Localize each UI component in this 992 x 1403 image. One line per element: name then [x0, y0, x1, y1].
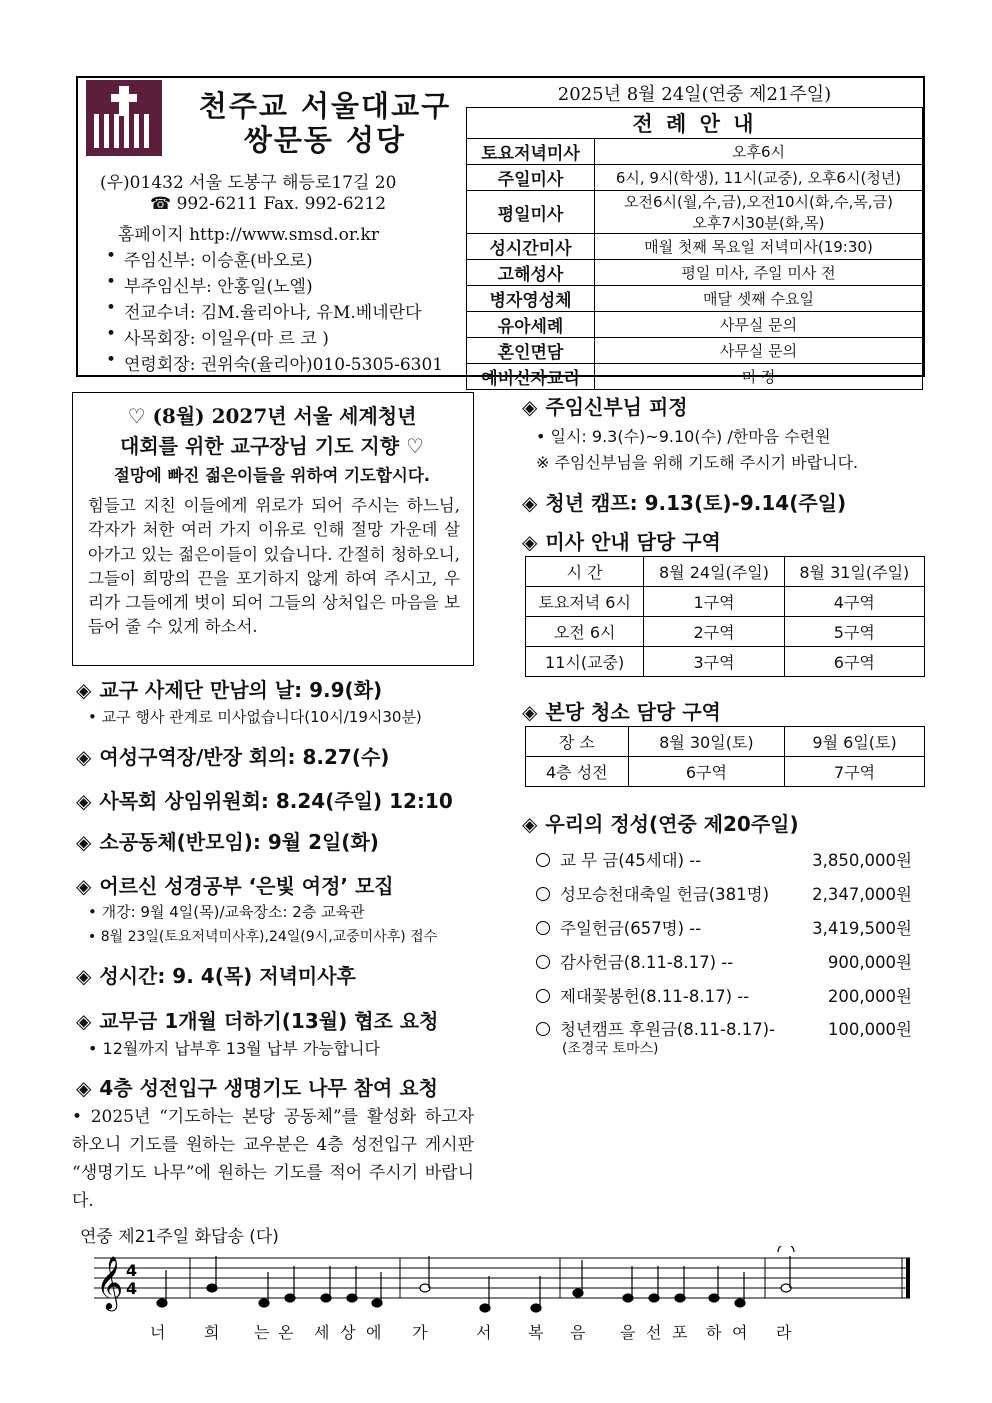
liturgy-value-line1: 오전6시(월,수,금),오전10시(화,수,목,금): [623, 193, 894, 211]
notice-line: • 개강: 9월 4일(목)/교육장소: 2층 교육관: [88, 903, 365, 921]
liturgy-key: 예비신자교리: [467, 364, 595, 390]
retreat-title: ◈ 주임신부님 피정: [522, 395, 688, 419]
prayer-title-2: 대회를 위한 교구장님 기도 지향 ♡: [120, 434, 424, 458]
church-name-line2: 쌍문동 성당: [243, 123, 407, 157]
lyric-syllable: 너: [150, 1323, 166, 1342]
notice-title: ◈ 교무금 1개월 더하기(13월) 협조 요청: [76, 1009, 439, 1033]
music-staff: [80, 1246, 920, 1316]
table-cell: 4구역: [784, 587, 924, 617]
offering-row: 감사헌금(8.11-8.17) -- 900,000원: [536, 949, 912, 973]
offering-row: 청년캠프 후원금(8.11-8.17)- 100,000원: [536, 1016, 912, 1040]
lyric-syllable: 는: [254, 1323, 270, 1342]
mass-guide-title: ◈ 미사 안내 담당 구역: [522, 530, 721, 554]
church-name-line1: 천주교 서울대교구: [198, 89, 452, 123]
offering-row: 성모승천대축일 헌금(381명) 2,347,000원: [536, 881, 912, 905]
liturgy-key: 성시간미사: [467, 234, 595, 260]
lyric-syllable: 선: [646, 1323, 662, 1342]
liturgy-key: 고해성사: [467, 260, 595, 286]
notice-line: • 8월 23일(토요저녁미사후),24일(9시,교중미사후) 접수: [88, 929, 438, 945]
phone: ☎ 992-6211 Fax. 992-6212: [150, 194, 387, 214]
liturgy-key: 평일미사: [467, 191, 595, 234]
staff-assistant: • 부주임신부: 안홍일(노엘): [124, 272, 313, 297]
cleaning-title: ◈ 본당 청소 담당 구역: [522, 700, 721, 724]
notice-title: ◈ 여성구역장/반장 회의: 8.27(수): [76, 745, 390, 769]
offering-row: 교 무 금(45세대) -- 3,850,000원: [536, 847, 912, 871]
lyric-syllable: 가: [412, 1323, 428, 1342]
svg-text:𝄞: 𝄞: [96, 1255, 124, 1309]
liturgy-value: [595, 191, 923, 234]
lyric-syllable: 서: [476, 1323, 492, 1342]
table-cell: 토요저녁 6시: [526, 587, 644, 617]
church-logo-icon: [86, 80, 162, 156]
life-tree-text: • 2025년 “기도하는 본당 공동체”를 활성화 하고자 하오니 기도를 원하는 교우분은 4층 성전입구 게시판 “생명기도 나무”에 원하는 기도를 적어 주시기 바랍니다.: [72, 1107, 474, 1211]
psalm-title: 연중 제21주일 화답송 (다): [80, 1227, 279, 1247]
liturgy-value: 매월 첫째 목요일 저녁미사(19:30): [595, 234, 923, 260]
notice-title: ◈ 소공동체(반모임): 9월 2일(화): [76, 830, 379, 854]
liturgy-key: 주일미사: [467, 165, 595, 191]
table-cell: 11시(교중): [526, 647, 644, 677]
address: (우)01432 서울 도봉구 해등로17길 20: [100, 173, 397, 193]
liturgy-key: 유아세례: [467, 312, 595, 338]
liturgy-table: [466, 107, 923, 390]
prayer-subtitle: 절망에 빠진 젊은이들을 위하여 기도합시다.: [113, 466, 431, 485]
table-cell: 6구역: [628, 757, 785, 787]
table-header: 8월 30일(토): [628, 727, 785, 757]
offering-note: (조경국 토마스): [562, 1041, 659, 1057]
notice-line: • 12월까지 납부후 13월 납부 가능합니다: [88, 1039, 380, 1058]
table-header: 9월 6일(토): [785, 727, 925, 757]
liturgy-value: 오후6시: [595, 139, 923, 165]
notice-title: ◈ 4층 성전입구 생명기도 나무 참여 요청: [76, 1076, 438, 1100]
bulletin-date: 2025년 8월 24일(연중 제21주일): [557, 84, 832, 105]
liturgy-value-line2: 오후7시30분(화,목): [692, 214, 825, 232]
lyric-syllable: 음: [570, 1323, 586, 1342]
liturgy-value: 사무실 문의: [595, 312, 923, 338]
lyric-syllable: 라: [776, 1323, 792, 1342]
lyric-syllable: 포: [672, 1323, 688, 1342]
table-cell: 오전 6시: [526, 617, 644, 647]
notice-title: ◈ 교구 사제단 만남의 날: 9.9(화): [76, 678, 383, 702]
staff-pastor: • 주임신부: 이승훈(바오로): [124, 246, 313, 271]
lyric-syllable: 세: [314, 1323, 330, 1342]
liturgy-key: 병자영성체: [467, 286, 595, 312]
retreat-note: ※ 주임신부님을 위해 기도해 주시기 바랍니다.: [536, 453, 859, 472]
table-cell: 3구역: [644, 647, 784, 677]
table-cell: 4층 성전: [526, 757, 629, 787]
staff-sisters: • 전교수녀: 김M.율리아나, 유M.베네란다: [124, 298, 421, 323]
notice-title: ◈ 어르신 성경공부 ‘은빛 여정’ 모집: [76, 874, 394, 898]
lyric-syllable: 상: [340, 1323, 356, 1342]
camp-title: ◈ 청년 캠프: 9.13(토)-9.14(주일): [522, 491, 847, 515]
liturgy-key: 토요저녁미사: [467, 139, 595, 165]
notice-title: ◈ 사목회 상임위원회: 8.24(주일) 12:10: [76, 789, 453, 813]
table-cell: 5구역: [784, 617, 924, 647]
lyric-syllable: 온: [278, 1323, 294, 1342]
table-header: 시 간: [526, 557, 644, 587]
homepage: 홈페이지 http://www.smsd.or.kr: [118, 225, 379, 245]
lyric-syllable: 하: [706, 1323, 722, 1342]
offering-title: ◈ 우리의 정성(연중 제20주일): [522, 812, 799, 836]
prayer-title-1: ♡ (8월) 2027년 서울 세계청년: [127, 404, 417, 428]
cleaning-table: [525, 726, 925, 787]
liturgy-key: 혼인면담: [467, 338, 595, 364]
liturgy-value: 6시, 9시(학생), 11시(교중), 오후6시(청년): [595, 165, 923, 191]
retreat-line: • 일시: 9.3(수)~9.10(수) /한마음 수련원: [536, 427, 831, 446]
lyric-syllable: 에: [366, 1323, 382, 1342]
table-cell: 7구역: [785, 757, 925, 787]
offering-row: 주일헌금(657명) -- 3,419,500원: [536, 915, 912, 939]
table-cell: 2구역: [644, 617, 784, 647]
lyric-syllable: 복: [528, 1323, 544, 1342]
table-cell: 1구역: [644, 587, 784, 617]
lyric-syllable: 을: [620, 1323, 636, 1342]
liturgy-value: 미 정: [595, 364, 923, 390]
lyric-syllable: 여: [732, 1323, 748, 1342]
table-header: 장 소: [526, 727, 629, 757]
liturgy-value: 매달 셋째 수요일: [595, 286, 923, 312]
svg-text:4: 4: [126, 1279, 138, 1298]
liturgy-value: 사무실 문의: [595, 338, 923, 364]
notice-title: ◈ 성시간: 9. 4(목) 저녁미사후: [76, 964, 356, 988]
offering-row: 제대꽃봉헌(8.11-8.17) -- 200,000원: [536, 983, 912, 1007]
prayer-body: 힘들고 지친 이들에게 위로가 되어 주시는 하느님, 각자가 처한 여러 가지 이유로 인해 절망 가운데 살아가고 있는 젊은이들이 있습니다. 간절히 청하오니, 그들이 희망의 끈을 포기하지 않게 하여 주시고, 우리가 그들에게 벗이 되어 그들의 상처입은 마음을 보듬어 줄 수 있게 하소서.: [88, 496, 460, 637]
table-header: 8월 31일(주일): [784, 557, 924, 587]
staff-council: • 사목회장: 이일우(마 르 코 ): [124, 324, 329, 349]
table-header: 8월 24일(주일): [644, 557, 784, 587]
mass-guide-table: [525, 556, 925, 677]
staff-funeral: • 연령회장: 권위숙(율리아)010-5305-6301: [124, 350, 443, 375]
notice-line: • 교구 행사 관계로 미사없습니다(10시/19시30분): [88, 708, 422, 726]
liturgy-value: 평일 미사, 주일 미사 전: [595, 260, 923, 286]
svg-text:4: 4: [126, 1261, 138, 1280]
liturgy-title: 전 례 안 내: [467, 108, 923, 139]
lyric-syllable: 희: [204, 1323, 220, 1342]
table-cell: 6구역: [784, 647, 924, 677]
